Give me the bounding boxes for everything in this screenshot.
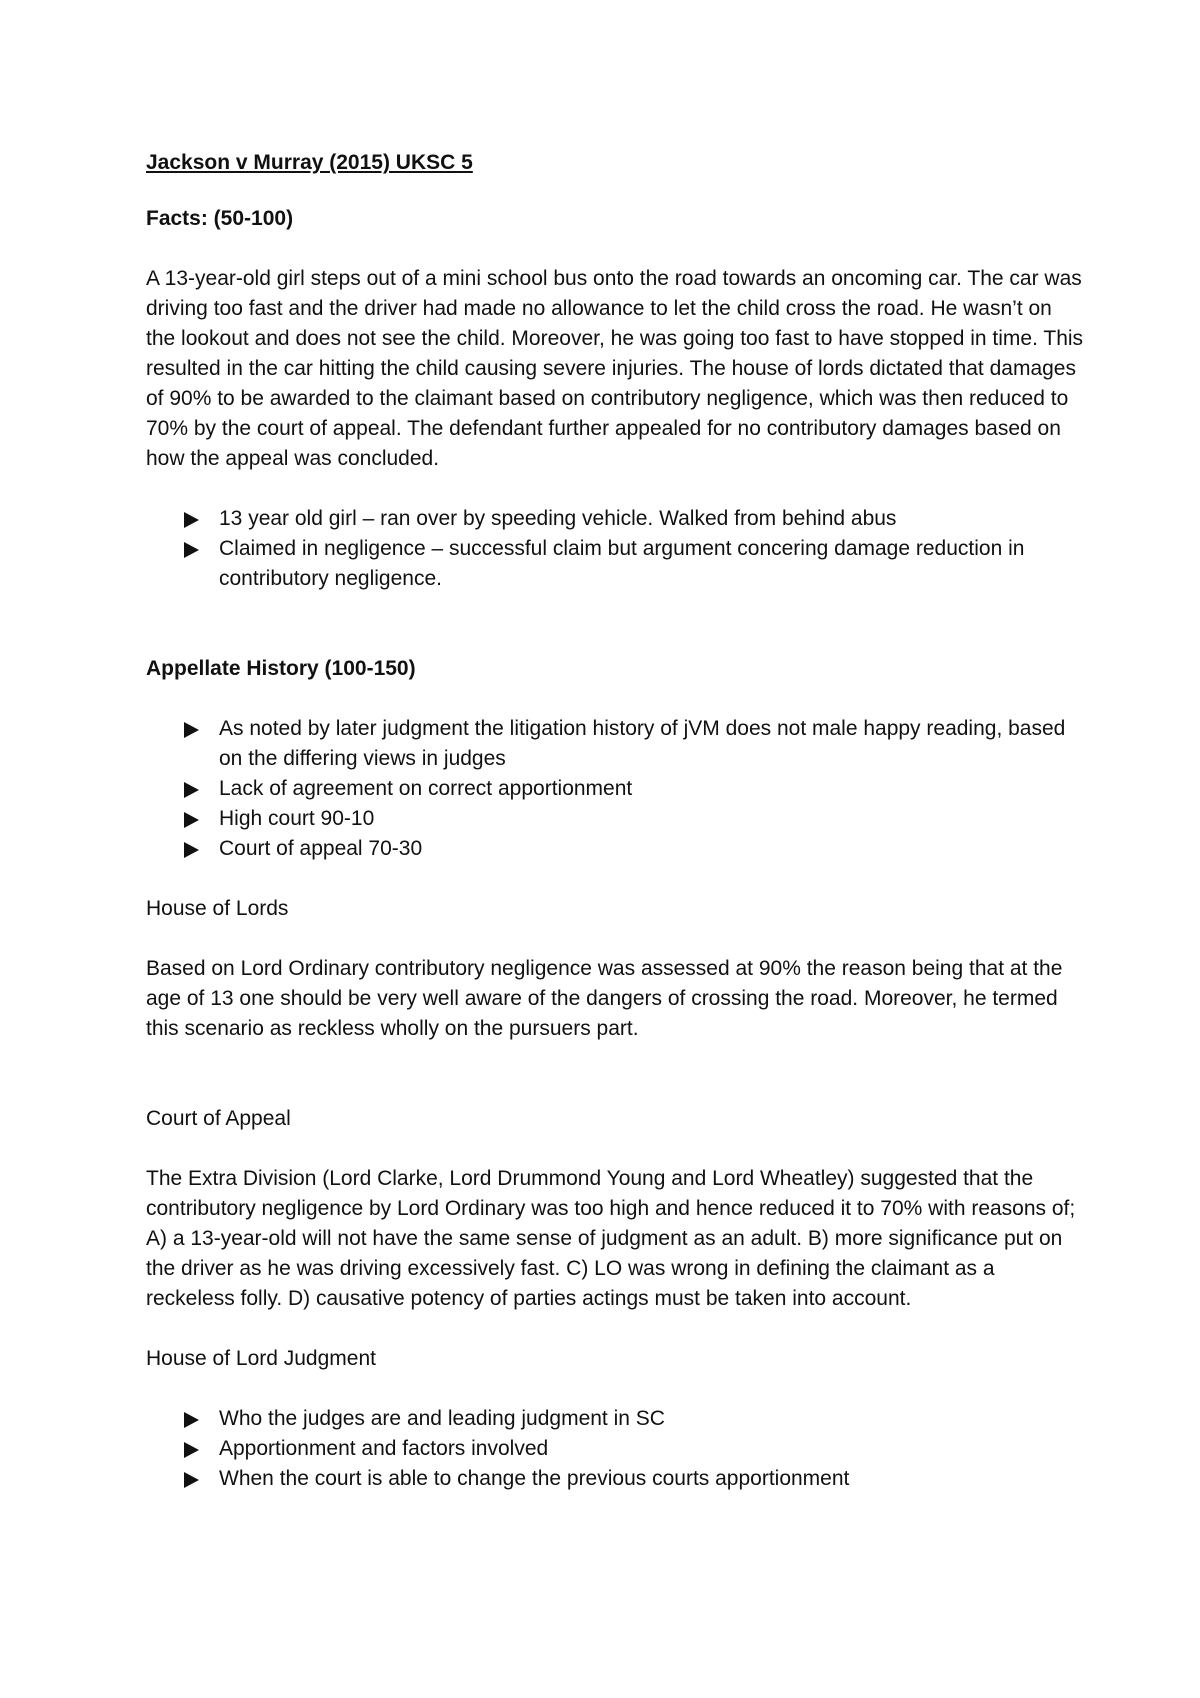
house-of-lords-paragraph: Based on Lord Ordinary contributory negligence was assessed at 90% the reason being that at the age of 13 one should be very well aware of the dangers of crossing the road. Moreover, he termed this scenario as reckless wholly on the pursuers part. xyxy=(146,957,1063,1040)
court-of-appeal-heading: Court of Appeal xyxy=(146,1107,291,1130)
arrow-bullet-icon xyxy=(184,812,199,828)
list-item xyxy=(146,1464,1086,1494)
list-item-text: Apportionment and factors involved xyxy=(219,1437,549,1460)
list-item-text: Who the judges are and leading judgment in SC xyxy=(219,1407,665,1430)
court-of-appeal-paragraph: The Extra Division (Lord Clarke, Lord Drummond Young and Lord Wheatley) suggested that the contributory negligence by Lord Ordinary was too high and hence reduced it to 70% with reasons of; A) a 13-year-old will not have the same sense of judgment as an adult. B) more significance put on the driver as he was driving excessively fast. C) LO was wrong in defining the claimant as a reckeless folly. D) causative potency of parties actings must be taken into account. xyxy=(146,1167,1076,1310)
list-item xyxy=(146,774,1086,804)
house-of-lord-judgment-heading: House of Lord Judgment xyxy=(146,1347,376,1370)
list-item xyxy=(146,714,1086,774)
arrow-bullet-icon xyxy=(184,1412,199,1428)
arrow-bullet-icon xyxy=(184,782,199,798)
arrow-bullet-icon xyxy=(184,512,199,528)
list-item xyxy=(146,1434,1086,1464)
spacer xyxy=(146,624,1086,654)
list-item xyxy=(146,1404,1086,1434)
appellate-bullet-list xyxy=(146,714,1086,864)
facts-bullet-list xyxy=(146,504,1086,594)
arrow-bullet-icon xyxy=(184,722,199,738)
list-item xyxy=(146,804,1086,834)
document-page xyxy=(146,148,1086,1524)
list-item-text: Claimed in negligence – successful claim but argument concering damage reduction in contributory negligence. xyxy=(219,537,1025,590)
arrow-bullet-icon xyxy=(184,1442,199,1458)
judgment-bullet-list xyxy=(146,1404,1086,1494)
facts-heading: Facts: (50-100) xyxy=(146,207,294,230)
list-item-text: 13 year old girl – ran over by speeding vehicle. Walked from behind abus xyxy=(219,507,897,530)
spacer xyxy=(146,1074,1086,1104)
list-item xyxy=(146,504,1086,534)
appellate-history-heading: Appellate History (100-150) xyxy=(146,657,416,680)
case-title: Jackson v Murray (2015) UKSC 5 xyxy=(146,151,473,174)
arrow-bullet-icon xyxy=(184,842,199,858)
list-item xyxy=(146,834,1086,864)
list-item xyxy=(146,534,1086,594)
house-of-lords-heading: House of Lords xyxy=(146,897,289,920)
list-item-text: Lack of agreement on correct apportionment xyxy=(219,777,633,800)
arrow-bullet-icon xyxy=(184,1472,199,1488)
list-item-text: Court of appeal 70-30 xyxy=(219,837,423,860)
facts-paragraph: A 13-year-old girl steps out of a mini school bus onto the road towards an oncoming car. The car was driving too fast and the driver had made no allowance to let the child cross the road. He wasn’t on the lookout and does not see the child. Moreover, he was going too fast to have stopped in time. This resulted in the car hitting the child causing severe injuries. The house of lords dictated that damages of 90% to be awarded to the claimant based on contributory negligence, which was then reduced to 70% by the court of appeal. The defendant further appealed for no contributory damages based on how the appeal was concluded. xyxy=(146,267,1084,470)
list-item-text: When the court is able to change the previous courts apportionment xyxy=(219,1467,850,1490)
list-item-text: High court 90-10 xyxy=(219,807,375,830)
arrow-bullet-icon xyxy=(184,542,199,558)
list-item-text: As noted by later judgment the litigation history of jVM does not male happy reading, based on the differing views in judges xyxy=(219,717,1066,770)
